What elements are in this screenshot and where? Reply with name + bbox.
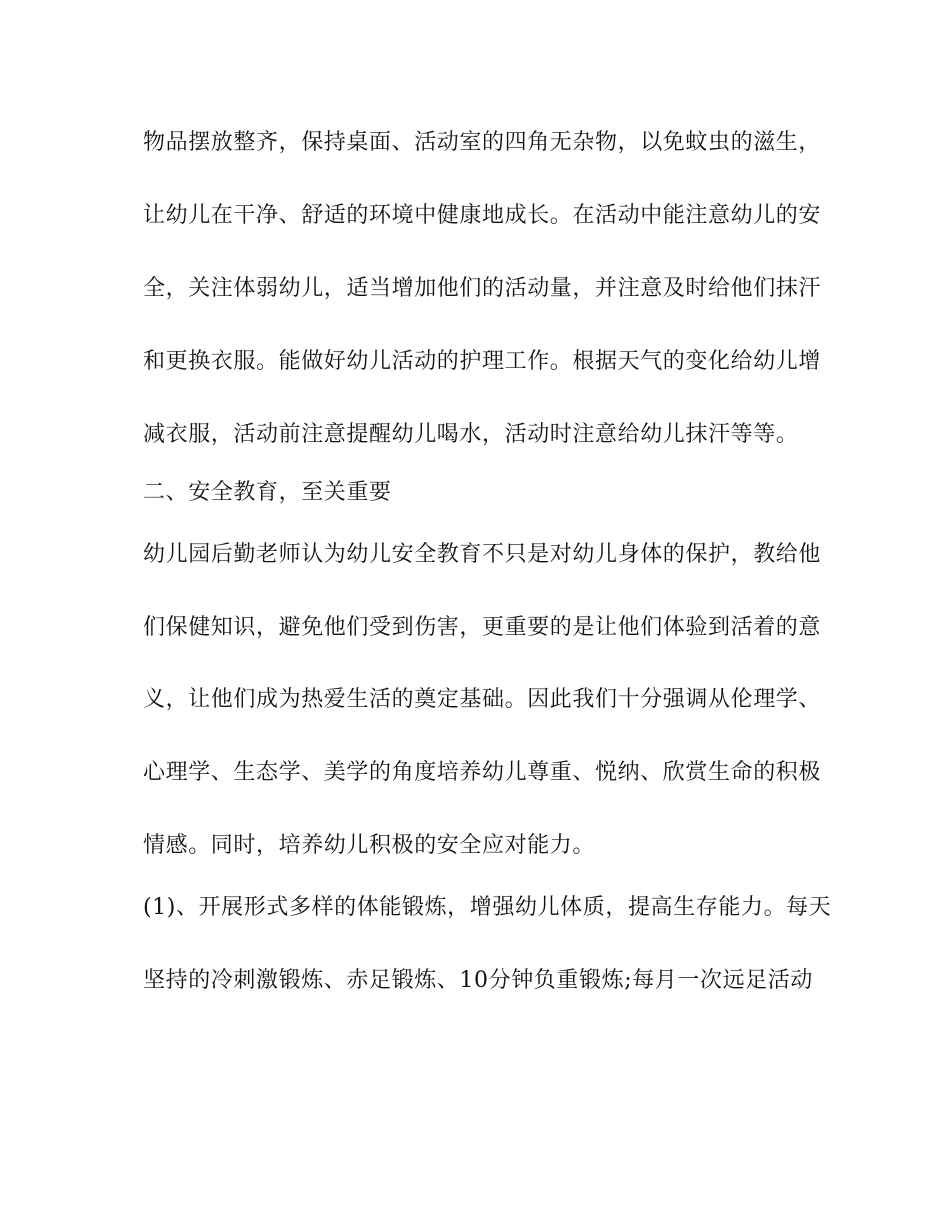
- list-item-line: (1)、开展形式多样的体能锻炼，增强幼儿体质，提高生存能力。每天: [143, 895, 832, 920]
- paragraph-line: 物品摆放整齐，保持桌面、活动室的四角无杂物，以免蚊虫的滋生，: [143, 130, 822, 155]
- paragraph-line: 们保健知识，避免他们受到伤害，更重要的是让他们体验到活着的意: [143, 615, 822, 640]
- paragraph-line: 和更换衣服。能做好幼儿活动的护理工作。根据天气的变化给幼儿增: [143, 349, 822, 374]
- paragraph-line: 心理学、生态学、美学的角度培养幼儿尊重、悦纳、欣赏生命的积极: [143, 760, 822, 785]
- paragraph-line: 让幼儿在干净、舒适的环境中健康地成长。在活动中能注意幼儿的安: [143, 203, 822, 228]
- paragraph-line: 减衣服，活动前注意提醒幼儿喝水，活动时注意给幼儿抹汗等等。: [143, 422, 799, 447]
- paragraph-line: 幼儿园后勤老师认为幼儿安全教育不只是对幼儿身体的保护，教给他: [143, 542, 822, 567]
- paragraph-line: 义，让他们成为热爱生活的奠定基础。因此我们十分强调从伦理学、: [143, 687, 822, 712]
- section-heading: 二、安全教育，至关重要: [143, 480, 392, 505]
- paragraph-line: 情感。同时，培养幼儿积极的安全应对能力。: [143, 833, 596, 858]
- paragraph-line: 全，关注体弱幼儿，适当增加他们的活动量，并注意及时给他们抹汗: [143, 276, 822, 301]
- list-item-line: 坚持的冷刺激锻炼、赤足锻炼、10分钟负重锻炼;每月一次远足活动: [143, 968, 814, 993]
